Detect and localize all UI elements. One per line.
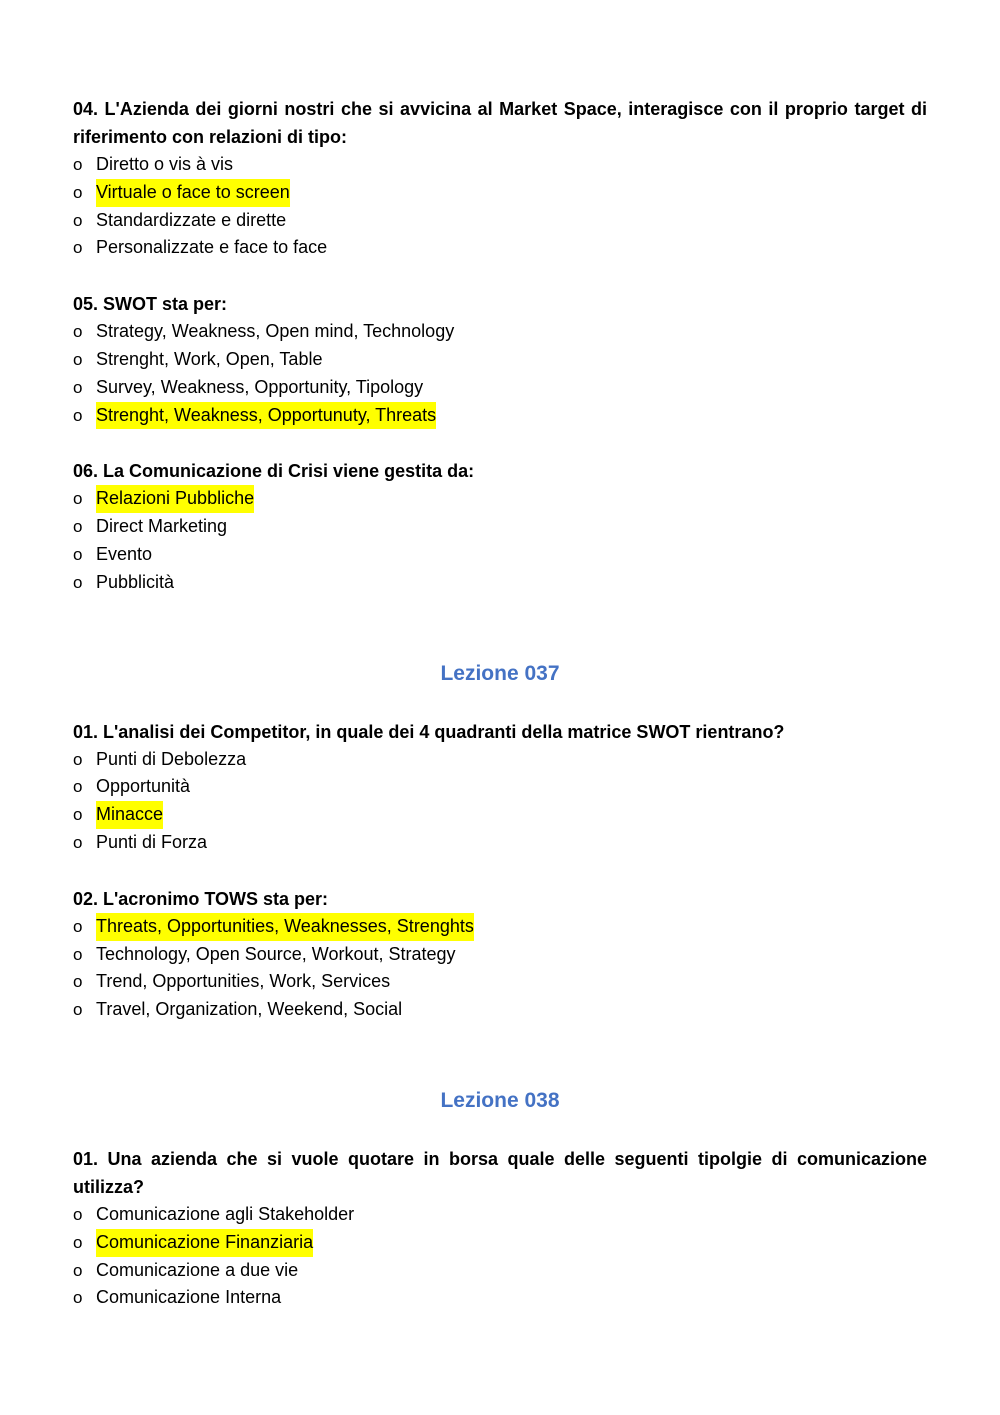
bullet-icon: o xyxy=(73,377,83,397)
answer-options xyxy=(73,485,927,596)
bullet-icon: o xyxy=(73,1288,83,1308)
question-037-02 xyxy=(73,885,927,1024)
bullet-icon: o xyxy=(73,749,83,769)
answer-option xyxy=(73,346,927,374)
answer-option xyxy=(73,374,927,402)
answer-option xyxy=(73,941,927,969)
bullet-icon: o xyxy=(73,572,83,592)
question-text: 02. L'acronimo TOWS sta per: xyxy=(73,888,329,909)
question-05 xyxy=(73,290,927,429)
bullet-icon: o xyxy=(73,1260,83,1280)
bullet-icon: o xyxy=(73,832,83,852)
option-text-highlighted: Relazioni Pubbliche xyxy=(96,485,254,513)
spacer xyxy=(73,1024,927,1087)
bullet-icon: o xyxy=(73,238,83,258)
section-title-lezione-038: Lezione 038 xyxy=(440,1088,560,1112)
bullet-icon: o xyxy=(73,544,83,564)
option-text: Strategy, Weakness, Open mind, Technology xyxy=(96,321,455,342)
option-text: Technology, Open Source, Workout, Strategy xyxy=(96,943,456,964)
section-title-lezione-037: Lezione 037 xyxy=(440,661,560,685)
answer-options xyxy=(73,746,927,857)
bullet-icon: o xyxy=(73,805,83,825)
option-text-highlighted: Minacce xyxy=(96,801,163,829)
answer-option xyxy=(73,402,927,430)
question-038-01 xyxy=(73,1145,927,1312)
option-text: Diretto o vis à vis xyxy=(96,154,234,174)
option-text: Evento xyxy=(96,543,153,564)
answer-option xyxy=(73,541,927,569)
bullet-icon: o xyxy=(73,182,83,202)
question-text: 05. SWOT sta per: xyxy=(73,294,228,315)
answer-option xyxy=(73,746,927,774)
option-text: Survey, Weakness, Opportunity, Tipology xyxy=(96,376,424,397)
answer-option xyxy=(73,801,927,829)
answer-option xyxy=(73,179,927,207)
question-text: 01. L'analisi dei Competitor, in quale dei 4 quadranti della matrice SWOT rientrano? xyxy=(73,721,785,742)
question-text: 04. L'Azienda dei giorni nostri che si avvicina al Market Space, interagisce con il proprio target di riferimento con relazioni di tipo: xyxy=(73,99,927,147)
question-text: 06. La Comunicazione di Crisi viene gestita da: xyxy=(73,461,475,482)
answer-option xyxy=(73,968,927,996)
question-04 xyxy=(73,95,927,262)
bullet-icon: o xyxy=(73,322,83,342)
spacer xyxy=(73,1115,927,1145)
option-text: Punti di Forza xyxy=(96,831,208,852)
bullet-icon: o xyxy=(73,972,83,992)
answer-options xyxy=(73,913,927,1024)
answer-options xyxy=(73,318,927,429)
option-text: Punti di Debolezza xyxy=(96,748,247,769)
question-037-01 xyxy=(73,718,927,857)
answer-option xyxy=(73,151,927,179)
option-text: Standardizzate e dirette xyxy=(96,209,287,230)
answer-option xyxy=(73,996,927,1024)
bullet-icon: o xyxy=(73,155,83,174)
answer-option xyxy=(73,1201,927,1229)
bullet-icon: o xyxy=(73,916,83,936)
option-text-highlighted: Strenght, Weakness, Opportunuty, Threats xyxy=(96,402,436,430)
option-text: Trend, Opportunities, Work, Services xyxy=(96,971,391,992)
question-text: 01. Una azienda che si vuole quotare in borsa quale delle seguenti tipolgie di comunicazione utilizza? xyxy=(73,1148,927,1197)
bullet-icon: o xyxy=(73,944,83,964)
question-06 xyxy=(73,457,927,596)
option-text: Pubblicità xyxy=(96,571,175,592)
spacer xyxy=(73,688,927,718)
bullet-icon: o xyxy=(73,777,83,797)
option-text: Comunicazione a due vie xyxy=(96,1259,299,1280)
answer-option xyxy=(73,1229,927,1257)
answer-option xyxy=(73,773,927,801)
option-text: Comunicazione agli Stakeholder xyxy=(96,1203,355,1224)
option-text-highlighted: Virtuale o face to screen xyxy=(96,179,290,207)
bullet-icon: o xyxy=(73,1000,83,1020)
answer-option xyxy=(73,1257,927,1285)
bullet-icon: o xyxy=(73,517,83,537)
answer-option xyxy=(73,1284,927,1312)
option-text: Direct Marketing xyxy=(96,516,228,537)
answer-options xyxy=(73,1201,927,1312)
option-text: Opportunità xyxy=(96,776,191,797)
answer-option xyxy=(73,829,927,857)
answer-option xyxy=(73,913,927,941)
answer-option xyxy=(73,513,927,541)
option-text: Strenght, Work, Open, Table xyxy=(96,348,323,369)
option-text: Comunicazione Interna xyxy=(96,1287,282,1308)
spacer xyxy=(73,597,927,660)
bullet-icon: o xyxy=(73,405,83,425)
spacer xyxy=(73,857,927,885)
answer-option xyxy=(73,485,927,513)
spacer xyxy=(73,429,927,457)
option-text-highlighted: Comunicazione Finanziaria xyxy=(96,1229,313,1257)
bullet-icon: o xyxy=(73,210,83,230)
bullet-icon: o xyxy=(73,349,83,369)
answer-options xyxy=(73,151,927,262)
option-text: Travel, Organization, Weekend, Social xyxy=(96,999,403,1020)
answer-option xyxy=(73,207,927,235)
answer-option xyxy=(73,318,927,346)
answer-option xyxy=(73,569,927,597)
bullet-icon: o xyxy=(73,489,83,509)
option-text-highlighted: Threats, Opportunities, Weaknesses, Strenghts xyxy=(96,913,474,941)
spacer xyxy=(73,262,927,290)
bullet-icon: o xyxy=(73,1232,83,1252)
answer-option xyxy=(73,234,927,262)
bullet-icon: o xyxy=(73,1204,83,1224)
option-text: Personalizzate e face to face xyxy=(96,237,328,258)
